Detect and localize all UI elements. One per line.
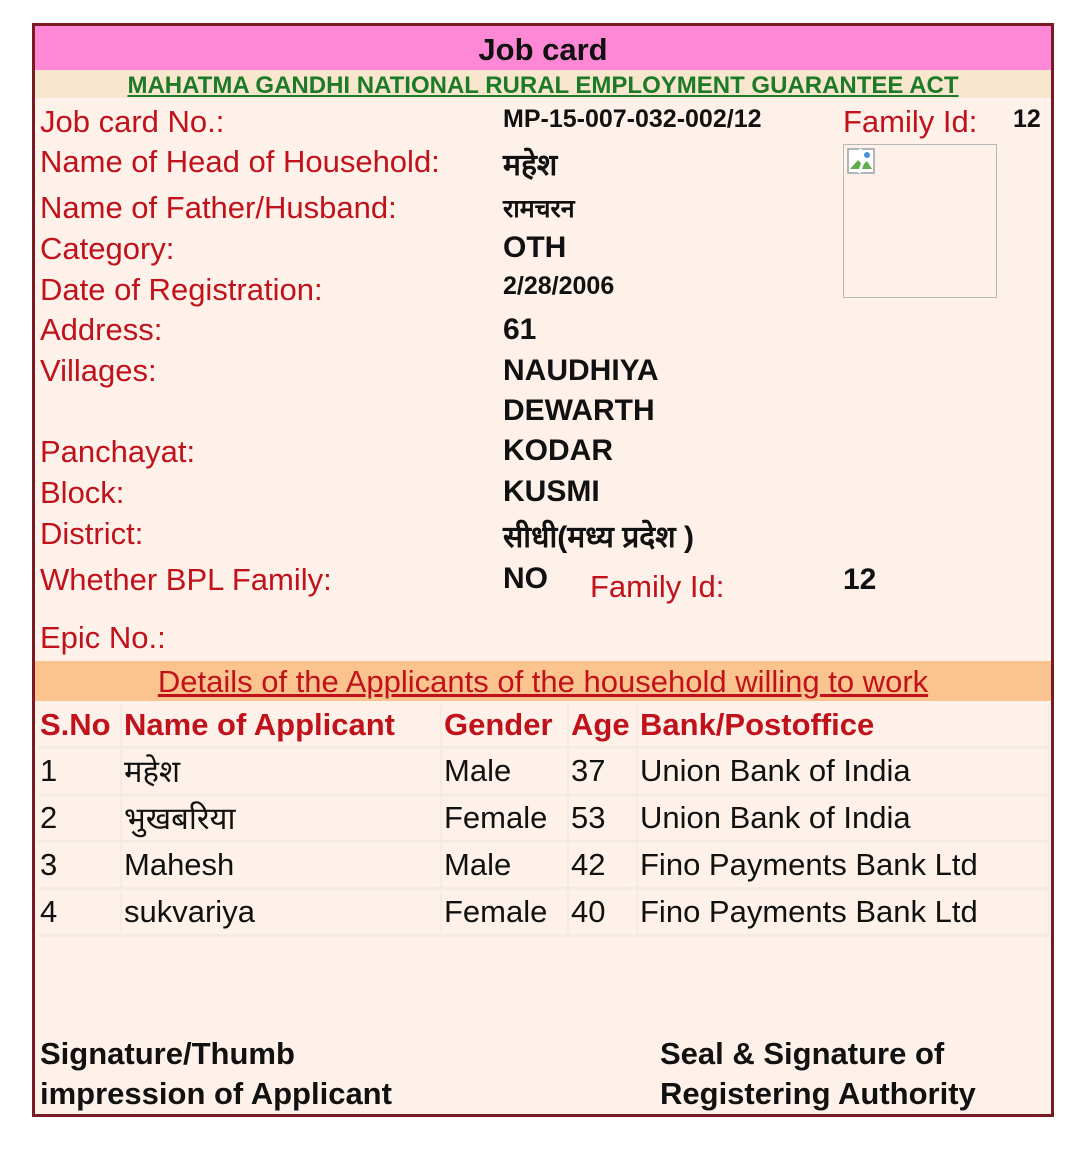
job-card-no-value: MP-15-007-032-002/12: [503, 105, 762, 133]
table-header-row: [38, 704, 1049, 748]
broken-image-icon: [847, 148, 875, 174]
serial-cell: 2: [38, 795, 121, 842]
column-header: Bank/Postoffice: [637, 704, 1049, 748]
category-label: Category:: [40, 231, 175, 266]
table-row: [38, 748, 1049, 795]
block-value: KUSMI: [503, 475, 600, 508]
table-row: [38, 842, 1049, 889]
father-value: रामचरन: [503, 195, 575, 223]
authority-signature-block: [660, 1034, 976, 1114]
reg-date-value: 2/28/2006: [503, 272, 615, 300]
village-1-value: NAUDHIYA: [503, 354, 659, 387]
applicants-table: [38, 704, 1050, 937]
name-cell: महेश: [121, 748, 441, 795]
address-value: 61: [503, 313, 537, 346]
age-cell: 42: [568, 842, 637, 889]
gender-cell: Female: [441, 795, 568, 842]
age-cell: 40: [568, 889, 637, 936]
serial-cell: 4: [38, 889, 121, 936]
district-label: District:: [40, 516, 144, 551]
column-header: Name of Applicant: [121, 704, 441, 748]
serial-cell: 3: [38, 842, 121, 889]
gender-cell: Male: [441, 748, 568, 795]
applicant-signature-block: [40, 1034, 392, 1114]
epic-label: Epic No.:: [40, 620, 166, 655]
act-heading: MAHATMA GANDHI NATIONAL RURAL EMPLOYMENT GUARANTEE ACT: [35, 70, 1051, 98]
applicant-photo: [843, 144, 997, 298]
district-value: सीधी(मध्य प्रदेश ): [503, 521, 694, 554]
column-header: Age: [568, 704, 637, 748]
panchayat-value: KODAR: [503, 434, 613, 467]
bank-cell: Fino Payments Bank Ltd: [637, 889, 1049, 936]
name-cell: भुखबरिया: [121, 795, 441, 842]
applicant-signature-line1: Signature/Thumb: [40, 1036, 295, 1071]
bank-cell: Union Bank of India: [637, 748, 1049, 795]
name-cell: sukvariya: [121, 889, 441, 936]
job-card-no-label: Job card No.:: [40, 104, 225, 139]
family-id-value: 12: [1013, 105, 1041, 133]
age-cell: 53: [568, 795, 637, 842]
table-row: [38, 889, 1049, 936]
father-label: Name of Father/Husband:: [40, 190, 397, 225]
column-header: S.No: [38, 704, 121, 748]
address-label: Address:: [40, 312, 163, 347]
authority-signature-line2: Registering Authority: [660, 1076, 976, 1111]
table-row: [38, 795, 1049, 842]
authority-signature-line1: Seal & Signature of: [660, 1036, 945, 1071]
age-cell: 37: [568, 748, 637, 795]
bpl-family-id-value: 12: [843, 563, 877, 596]
villages-label: Villages:: [40, 353, 157, 388]
applicants-heading: Details of the Applicants of the household willing to work: [35, 661, 1051, 701]
category-value: OTH: [503, 231, 567, 264]
serial-cell: 1: [38, 748, 121, 795]
head-value: महेश: [503, 149, 558, 182]
reg-date-label: Date of Registration:: [40, 272, 323, 307]
gender-cell: Female: [441, 889, 568, 936]
bpl-value: NO: [503, 562, 548, 595]
block-label: Block:: [40, 475, 125, 510]
name-cell: Mahesh: [121, 842, 441, 889]
bank-cell: Fino Payments Bank Ltd: [637, 842, 1049, 889]
bpl-family-id-label: Family Id:: [590, 569, 725, 604]
village-2-value: DEWARTH: [503, 394, 655, 427]
column-header: Gender: [441, 704, 568, 748]
bpl-label: Whether BPL Family:: [40, 562, 332, 597]
job-card: [32, 23, 1054, 1117]
family-id-label: Family Id:: [843, 104, 978, 139]
panchayat-label: Panchayat:: [40, 434, 196, 469]
bank-cell: Union Bank of India: [637, 795, 1049, 842]
gender-cell: Male: [441, 842, 568, 889]
applicant-signature-line2: impression of Applicant: [40, 1076, 392, 1111]
page-title: Job card: [35, 26, 1051, 70]
head-label: Name of Head of Household:: [40, 144, 440, 179]
